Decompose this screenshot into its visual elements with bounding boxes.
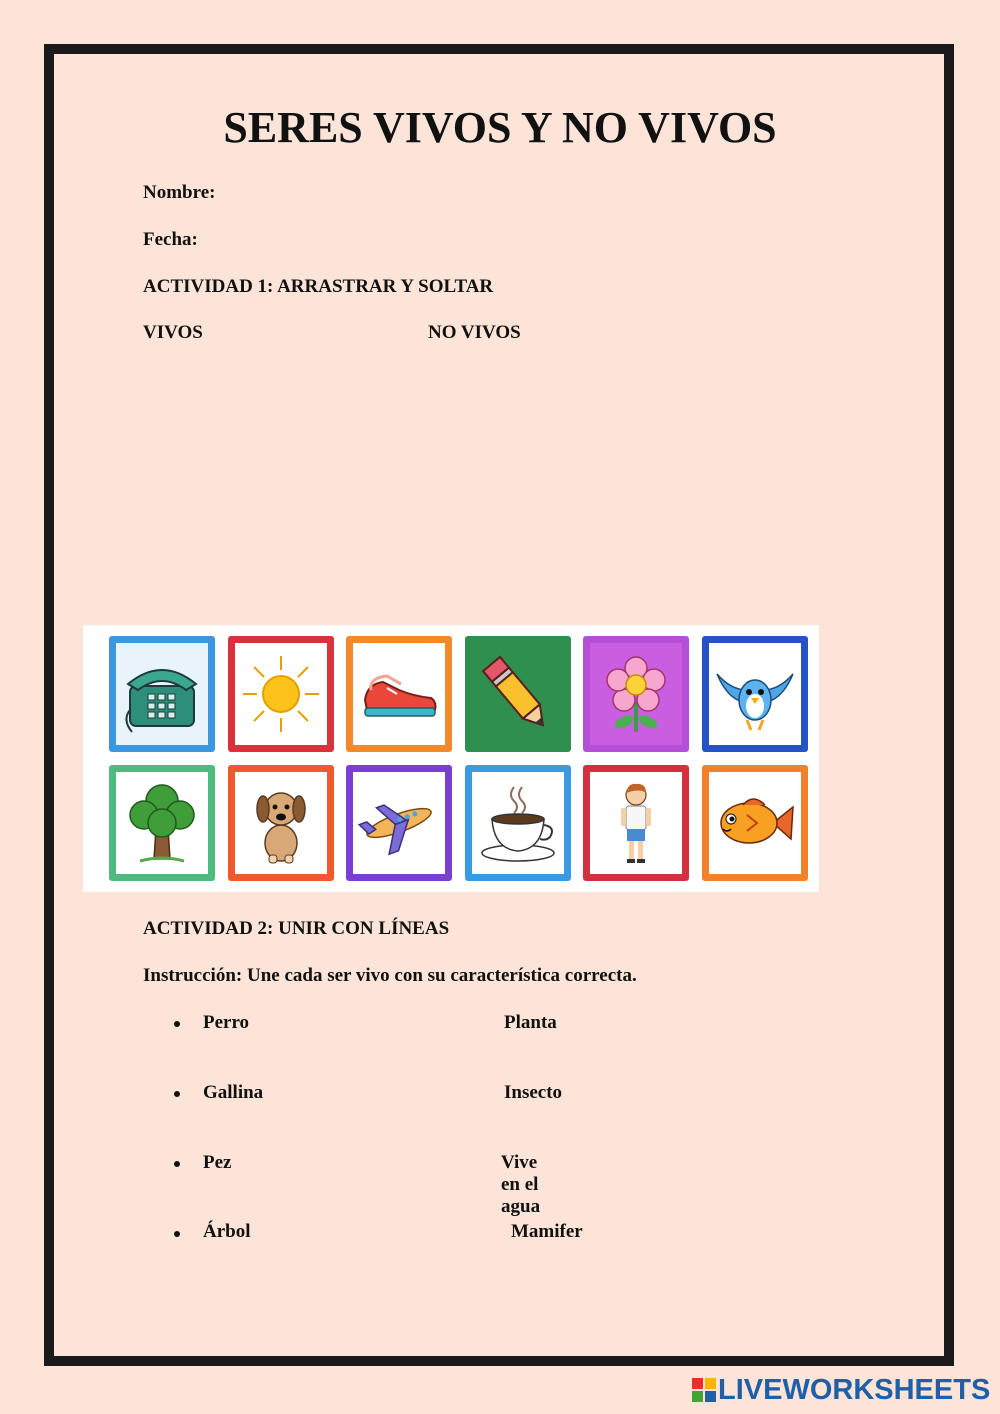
card-sun[interactable] xyxy=(228,636,334,752)
brand-name: LIVEWORKSHEETS xyxy=(718,1373,991,1406)
card-bird[interactable] xyxy=(702,636,808,752)
column-no-vivos-label: NO VIVOS xyxy=(428,322,521,343)
card-flower[interactable] xyxy=(583,636,689,752)
card-boy[interactable] xyxy=(583,765,689,881)
airplane-icon xyxy=(357,779,441,867)
flower-icon xyxy=(594,650,678,738)
activity2-heading: ACTIVIDAD 2: UNIR CON LÍNEAS xyxy=(143,918,450,939)
date-field-label: Fecha: xyxy=(143,229,198,250)
activity2-instruction: Instrucción: Une cada ser vivo con su característica correcta. xyxy=(143,965,637,986)
dog-icon xyxy=(239,779,323,867)
right-item-planta[interactable]: Planta xyxy=(504,1012,557,1033)
column-vivos-label: VIVOS xyxy=(143,322,203,343)
right-item-insecto[interactable]: Insecto xyxy=(504,1082,563,1103)
left-item-gallina[interactable]: Gallina xyxy=(203,1082,264,1103)
card-airplane[interactable] xyxy=(346,765,452,881)
fish-icon xyxy=(713,779,797,867)
bullet xyxy=(174,1021,180,1027)
liveworksheets-mark-icon xyxy=(692,1378,716,1402)
pencil-icon xyxy=(476,650,560,738)
bullet xyxy=(174,1091,180,1097)
page-title: SERES VIVOS Y NO VIVOS xyxy=(223,103,777,152)
bird-icon xyxy=(713,650,797,738)
image-card-grid xyxy=(83,625,819,892)
name-field-label: Nombre: xyxy=(143,182,216,203)
sneaker-icon xyxy=(357,650,441,738)
left-item-arbol[interactable]: Árbol xyxy=(203,1221,251,1242)
card-tree[interactable] xyxy=(109,765,215,881)
telephone-icon xyxy=(120,650,204,738)
card-coffee-cup[interactable] xyxy=(465,765,571,881)
tree-icon xyxy=(120,779,204,867)
card-pencil[interactable] xyxy=(465,636,571,752)
left-item-pez[interactable]: Pez xyxy=(203,1152,232,1173)
bullet xyxy=(174,1231,180,1237)
sun-icon xyxy=(239,650,323,738)
boy-icon xyxy=(594,779,678,867)
right-item-vive-en-el-agua[interactable]: Vive en el agua xyxy=(501,1152,541,1217)
right-item-mamifer[interactable]: Mamifer xyxy=(511,1221,583,1242)
coffee-cup-icon xyxy=(476,779,560,867)
card-sneaker[interactable] xyxy=(346,636,452,752)
card-telephone[interactable] xyxy=(109,636,215,752)
card-dog[interactable] xyxy=(228,765,334,881)
left-item-perro[interactable]: Perro xyxy=(203,1012,250,1033)
card-fish[interactable] xyxy=(702,765,808,881)
liveworksheets-logo xyxy=(692,1374,990,1406)
activity1-heading: ACTIVIDAD 1: ARRASTRAR Y SOLTAR xyxy=(143,276,494,297)
bullet xyxy=(174,1161,180,1167)
